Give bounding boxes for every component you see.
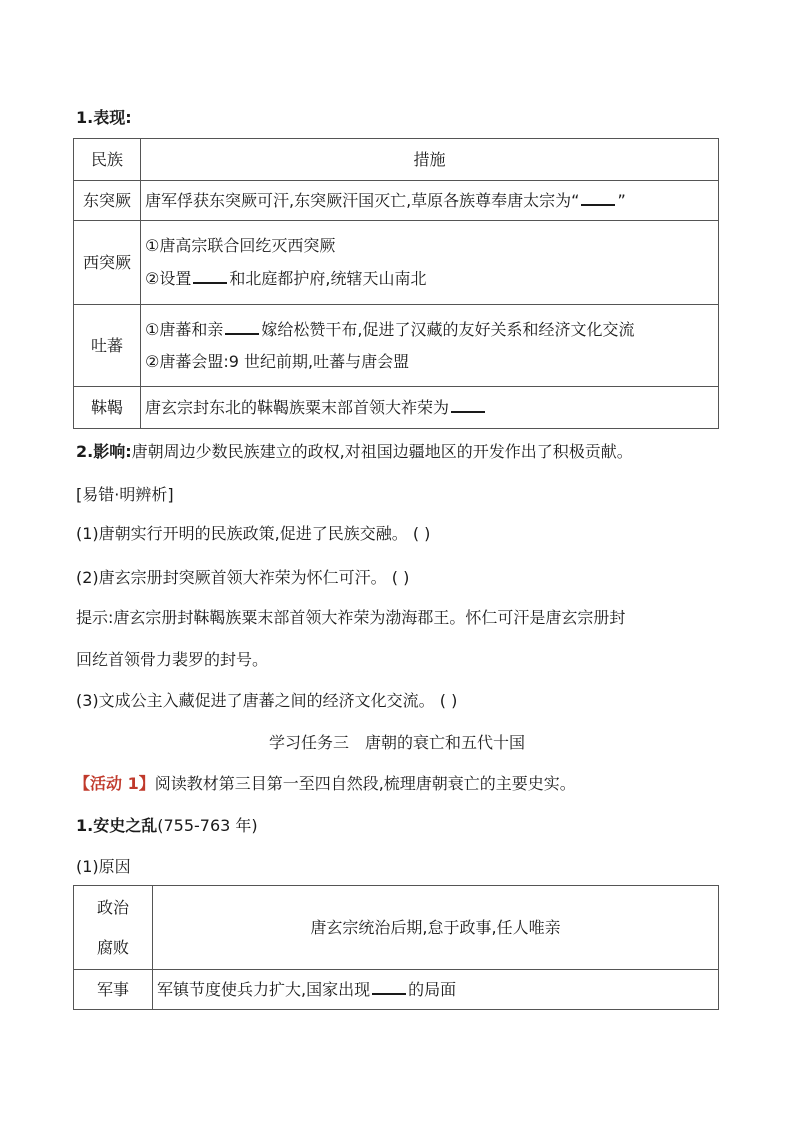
task3-title: 学习任务三 唐朝的衰亡和五代十国	[268, 733, 525, 752]
cause-subheading: (1)原因	[76, 857, 131, 876]
section2-influence	[76, 440, 633, 464]
cause-text	[153, 970, 719, 1010]
analysis-item-1: (1)唐朝实行开明的民族政策,促进了民族交融。 ( )	[76, 524, 431, 543]
measure-cell	[141, 221, 719, 305]
cause-text: 唐玄宗统治后期,怠于政事,任人唯亲	[153, 886, 719, 970]
an-shi-years: (755-763 年)	[157, 816, 258, 835]
ethnic-cell: 吐蕃	[74, 305, 141, 387]
table-row	[74, 970, 719, 1010]
fill-blank	[225, 317, 259, 335]
ethnic-cell: 西突厥	[74, 221, 141, 305]
activity-text: 阅读教材第三目第一至四自然段,梳理唐朝衰亡的主要史实。	[154, 774, 576, 793]
cause-text-part: 的局面	[408, 980, 457, 999]
influence-text: 唐朝周边少数民族建立的政权,对祖国边疆地区的开发作出了积极贡献。	[131, 442, 633, 461]
cause-text-part: 军镇节度使兵力扩大,国家出现	[157, 980, 371, 999]
cause-label-cell	[74, 886, 153, 970]
measure-text: 唐军俘获东突厥可汗,东突厥汗国灭亡,草原各族尊奉唐太宗为“	[145, 191, 580, 210]
measure-text: ”	[617, 191, 626, 210]
fill-blank	[581, 188, 615, 206]
cause-label-cell: 军事	[74, 970, 153, 1010]
fill-blank	[372, 977, 406, 995]
measure-cell	[141, 181, 719, 221]
measure-text: ①唐蕃和亲	[145, 320, 224, 339]
measure-text: 和北庭都护府,统辖天山南北	[229, 269, 427, 288]
fill-blank	[451, 395, 485, 413]
ethnic-cell: 东突厥	[74, 181, 141, 221]
table-row	[74, 387, 719, 429]
measure-text: 嫁给松赞干布,促进了汉藏的友好关系和经济文化交流	[261, 320, 635, 339]
table-row	[74, 181, 719, 221]
fill-blank	[193, 266, 227, 284]
table-row	[74, 886, 719, 970]
cause-label: 腐败	[96, 937, 129, 957]
analysis-title: [易错·明辨析]	[76, 485, 174, 504]
analysis-item-3: (3)文成公主入藏促进了唐蕃之间的经济文化交流。 ( )	[76, 691, 458, 710]
measure-text: ②设置	[145, 269, 192, 288]
table-row	[74, 305, 719, 387]
an-shi-heading: 1.安史之乱	[76, 816, 158, 835]
cause-table	[73, 885, 719, 1010]
cause-label: 政治	[96, 897, 129, 917]
analysis-item-2: (2)唐玄宗册封突厥首领大祚荣为怀仁可汗。 ( )	[76, 568, 410, 587]
table-header-ethnic: 民族	[74, 139, 141, 181]
table-row	[74, 221, 719, 305]
section1-heading: 1.表现:	[76, 108, 132, 127]
measure-text: ②唐蕃会盟:9 世纪前期,吐蕃与唐会盟	[145, 352, 410, 371]
table-header-measures: 措施	[141, 139, 719, 181]
measure-cell	[141, 305, 719, 387]
measure-cell	[141, 387, 719, 429]
measure-text: ①唐高宗联合回纥灭西突厥	[145, 236, 336, 255]
analysis-hint-line-1: 提示:唐玄宗册封靺鞨族粟末部首领大祚荣为渤海郡王。怀仁可汗是唐玄宗册封	[76, 608, 626, 627]
activity-label: 【活动 1】	[74, 774, 155, 793]
measure-text: 唐玄宗封东北的靺鞨族粟末部首领大祚荣为	[145, 398, 450, 417]
task3-heading	[76, 814, 258, 838]
analysis-hint-line-2: 回纥首领骨力裴罗的封号。	[76, 650, 269, 669]
ethnic-cell: 靺鞨	[74, 387, 141, 429]
influence-label: 2.影响:	[76, 442, 132, 461]
activity-1	[74, 772, 576, 796]
ethnic-measures-table	[73, 138, 719, 429]
